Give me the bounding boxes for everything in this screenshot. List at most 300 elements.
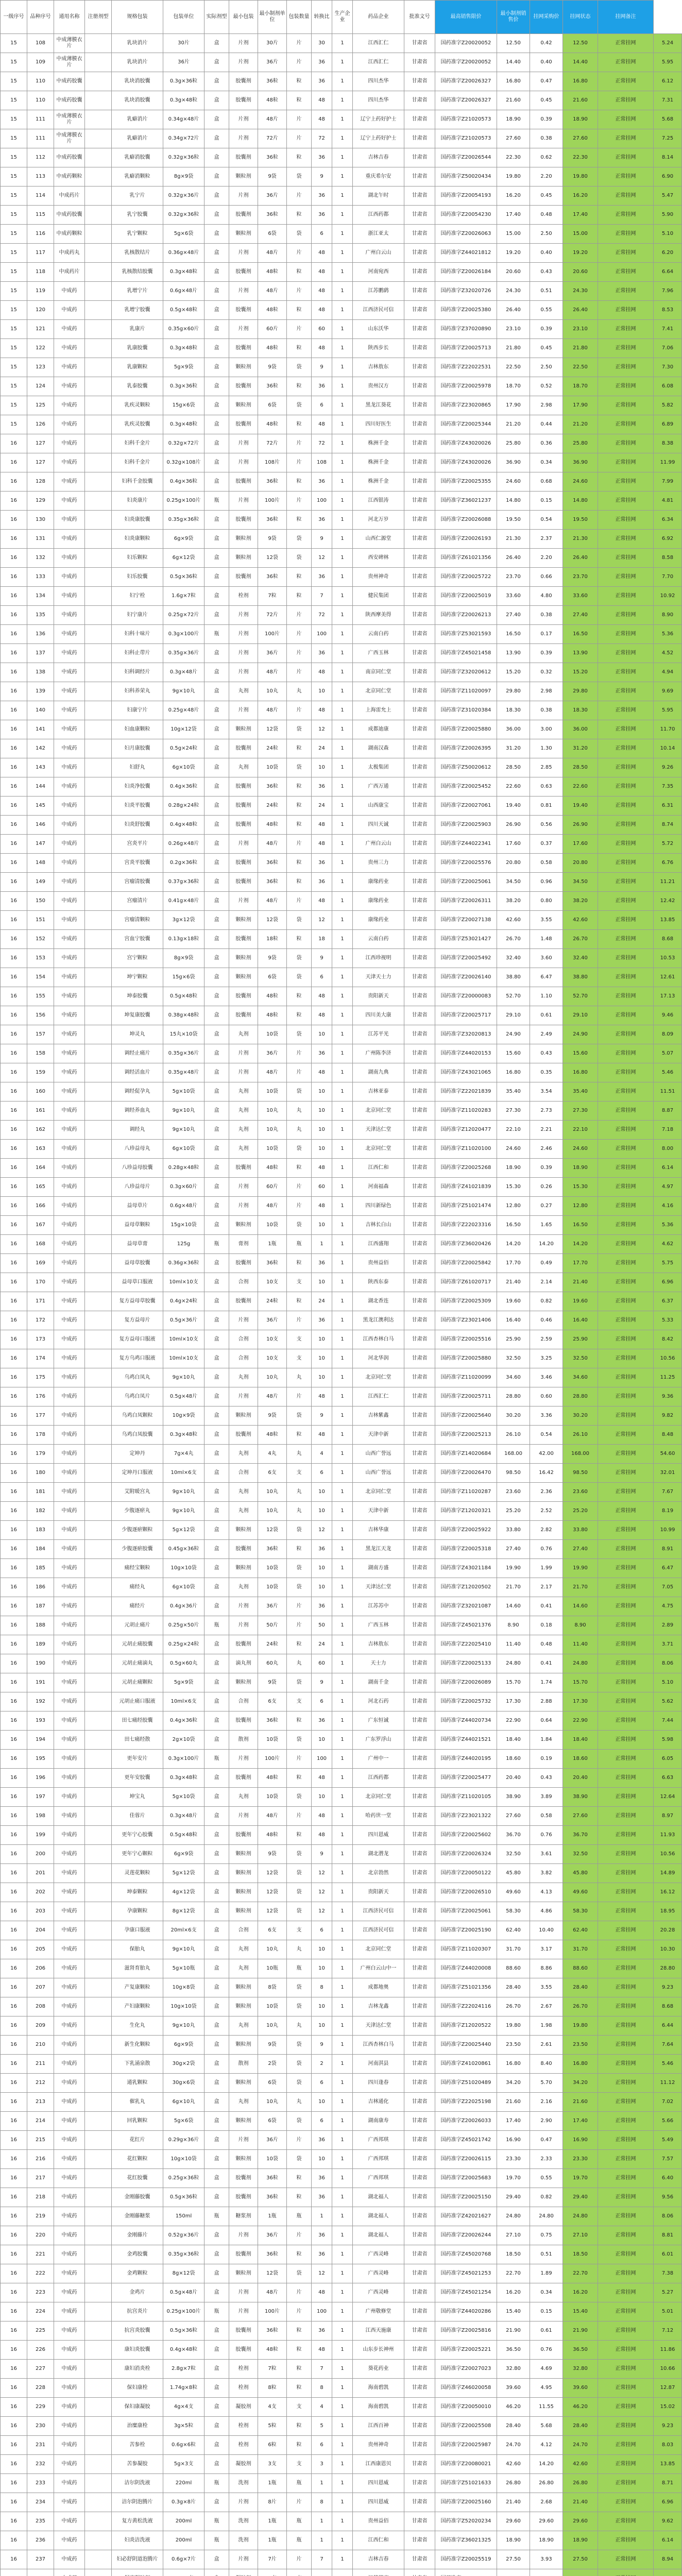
- table-cell: 丸: [287, 1121, 312, 1140]
- table-cell: 180: [27, 1464, 54, 1483]
- table-row[interactable]: [1, 2379, 682, 2398]
- table-row[interactable]: [1, 1464, 682, 1483]
- table-cell: 妇科千金片: [112, 434, 163, 453]
- table-row[interactable]: [1, 2150, 682, 2169]
- table-cell: 6袋: [258, 2074, 287, 2093]
- table-cell: 8: [312, 2493, 332, 2512]
- table-cell: 中成药: [54, 796, 85, 816]
- table-cell: 丸剂: [229, 758, 258, 777]
- table-cell: 1: [332, 2341, 353, 2360]
- table-row[interactable]: [1, 1044, 682, 1063]
- column-header[interactable]: 转换比: [312, 1, 332, 34]
- table-row[interactable]: [1, 682, 682, 701]
- table-row[interactable]: [1, 377, 682, 396]
- table-row[interactable]: [1, 1769, 682, 1788]
- table-row[interactable]: [1, 1845, 682, 1864]
- table-row[interactable]: [1, 1159, 682, 1178]
- table-row[interactable]: [1, 644, 682, 663]
- table-cell: 231: [27, 2436, 54, 2455]
- table-cell: [85, 1025, 112, 1044]
- table-row[interactable]: [1, 625, 682, 644]
- table-row[interactable]: [1, 816, 682, 835]
- table-cell: 甘肃省: [404, 2455, 435, 2474]
- table-cell: 20.40: [563, 1769, 598, 1788]
- table-cell: 36粒: [258, 2188, 287, 2207]
- column-header[interactable]: 挂网采购价: [530, 1, 563, 34]
- table-cell: [85, 2264, 112, 2283]
- table-cell: 25.20: [497, 1502, 530, 1521]
- table-cell: 0.4g×36片: [163, 1597, 204, 1616]
- table-row[interactable]: [1, 2016, 682, 2036]
- table-cell: 23.50: [497, 2036, 530, 2055]
- table-row[interactable]: [1, 206, 682, 225]
- table-cell: 1: [332, 1521, 353, 1540]
- table-cell: 天津中新: [353, 1502, 404, 1521]
- table-cell: 正常挂网: [598, 1616, 654, 1635]
- table-row[interactable]: [1, 2264, 682, 2283]
- table-cell: 6g×10袋: [163, 1578, 204, 1597]
- table-row[interactable]: [1, 358, 682, 377]
- table-row[interactable]: [1, 854, 682, 873]
- table-row[interactable]: [1, 1711, 682, 1731]
- table-row[interactable]: [1, 720, 682, 739]
- table-cell: 1: [332, 72, 353, 91]
- table-row[interactable]: [1, 2531, 682, 2550]
- table-cell: 盒: [204, 1940, 229, 1959]
- table-cell: 36: [312, 873, 332, 892]
- table-row[interactable]: [1, 1673, 682, 1692]
- table-cell: 15g×6袋: [163, 396, 204, 415]
- table-row[interactable]: [1, 263, 682, 282]
- table-cell: 中成药: [54, 1559, 85, 1578]
- table-row[interactable]: [1, 1235, 682, 1254]
- table-cell: 16: [1, 1750, 27, 1769]
- table-row[interactable]: [1, 2512, 682, 2531]
- table-row[interactable]: [1, 1807, 682, 1826]
- table-row[interactable]: [1, 835, 682, 854]
- table-cell: 16: [1, 1406, 27, 1426]
- column-header[interactable]: 包装数量: [287, 1, 312, 34]
- table-cell: 16: [1, 1731, 27, 1750]
- table-cell: [497, 2569, 530, 2576]
- table-row[interactable]: [1, 1635, 682, 1654]
- table-cell: 158: [27, 1044, 54, 1063]
- table-cell: 痛经宝颗粒: [112, 1559, 163, 1578]
- table-row[interactable]: [1, 492, 682, 511]
- column-header[interactable]: 包装单位: [163, 1, 204, 34]
- table-row[interactable]: [1, 739, 682, 758]
- table-cell: 国药准字Z22022531: [435, 358, 497, 377]
- table-cell: 妇科调经片: [112, 663, 163, 682]
- table-row[interactable]: [1, 225, 682, 244]
- table-row[interactable]: [1, 1559, 682, 1578]
- table-cell: 丸: [287, 1445, 312, 1464]
- table-cell: 1: [332, 206, 353, 225]
- table-row[interactable]: [1, 2360, 682, 2379]
- table-cell: [404, 2569, 435, 2576]
- table-cell: 甘肃省: [404, 1502, 435, 1521]
- table-cell: 125g: [163, 1235, 204, 1254]
- table-cell: 盒: [204, 2417, 229, 2436]
- table-cell: 24.80: [563, 2207, 598, 2226]
- table-row[interactable]: [1, 2569, 682, 2576]
- table-row[interactable]: [1, 987, 682, 1006]
- table-cell: 胶囊剂: [229, 1711, 258, 1731]
- table-cell: 16: [1, 1063, 27, 1082]
- table-row[interactable]: [1, 1216, 682, 1235]
- column-header[interactable]: 品种序号: [27, 1, 54, 34]
- table-row[interactable]: [1, 1597, 682, 1616]
- table-cell: 1: [332, 1883, 353, 1902]
- table-cell: [85, 282, 112, 301]
- table-row[interactable]: [1, 1826, 682, 1845]
- table-cell: [85, 2455, 112, 2474]
- table-cell: 14.60: [497, 1597, 530, 1616]
- table-cell: 片剂: [229, 129, 258, 148]
- table-row[interactable]: [1, 53, 682, 72]
- table-row[interactable]: [1, 282, 682, 301]
- table-row[interactable]: [1, 1025, 682, 1044]
- table-cell: 6.40: [654, 2169, 682, 2188]
- table-cell: [85, 1731, 112, 1750]
- table-row[interactable]: [1, 129, 682, 148]
- table-row[interactable]: [1, 1997, 682, 2016]
- table-cell: 甘肃省: [404, 644, 435, 663]
- table-row[interactable]: [1, 1254, 682, 1273]
- column-header[interactable]: 生产企业: [332, 1, 353, 34]
- table-cell: 12: [312, 1902, 332, 1921]
- table-cell: 康妇消炎栓: [112, 2360, 163, 2379]
- table-cell: 保妇康凝胶: [112, 2398, 163, 2417]
- table-cell: 盒: [204, 434, 229, 453]
- table-cell: 16: [1, 1082, 27, 1101]
- table-row[interactable]: [1, 91, 682, 110]
- table-cell: 中成药: [54, 1159, 85, 1178]
- table-row[interactable]: [1, 1349, 682, 1368]
- table-cell: [85, 148, 112, 167]
- table-cell: 甘肃省: [404, 2112, 435, 2131]
- table-cell: 18.60: [563, 1750, 598, 1769]
- table-cell: 14.20: [530, 1235, 563, 1254]
- table-row[interactable]: [1, 453, 682, 472]
- table-row[interactable]: [1, 701, 682, 720]
- table-cell: [85, 1445, 112, 1464]
- table-cell: 0.35g×36片: [163, 1044, 204, 1063]
- column-header[interactable]: 挂网备注: [598, 1, 654, 34]
- table-row[interactable]: [1, 301, 682, 320]
- table-row[interactable]: [1, 167, 682, 187]
- table-cell: 8.87: [654, 1101, 682, 1121]
- table-row[interactable]: [1, 1273, 682, 1292]
- table-cell: 胶囊剂: [229, 472, 258, 492]
- table-row[interactable]: [1, 2417, 682, 2436]
- table-row[interactable]: [1, 2341, 682, 2360]
- table-row[interactable]: [1, 148, 682, 167]
- table-row[interactable]: [1, 1330, 682, 1349]
- table-cell: 盒: [204, 263, 229, 282]
- table-row[interactable]: [1, 434, 682, 453]
- table-row[interactable]: [1, 568, 682, 587]
- table-row[interactable]: [1, 1940, 682, 1959]
- table-row[interactable]: [1, 911, 682, 930]
- table-row[interactable]: [1, 1731, 682, 1750]
- table-cell: 妇舒丸: [112, 758, 163, 777]
- table-row[interactable]: [1, 244, 682, 263]
- table-cell: 中成药: [54, 1654, 85, 1673]
- table-cell: 50片: [258, 1616, 287, 1635]
- table-row[interactable]: [1, 1311, 682, 1330]
- table-cell: 48粒: [258, 2341, 287, 2360]
- table-cell: [85, 225, 112, 244]
- table-row[interactable]: [1, 2321, 682, 2341]
- table-row[interactable]: [1, 511, 682, 530]
- table-row[interactable]: [1, 187, 682, 206]
- table-row[interactable]: [1, 1654, 682, 1673]
- table-cell: 正常挂网: [598, 1845, 654, 1864]
- table-cell: 袋: [287, 1559, 312, 1578]
- table-cell: 48: [312, 663, 332, 682]
- table-cell: 228: [27, 2379, 54, 2398]
- table-row[interactable]: [1, 415, 682, 434]
- table-row[interactable]: [1, 2398, 682, 2417]
- table-cell: 24.80: [497, 2207, 530, 2226]
- table-row[interactable]: [1, 1082, 682, 1101]
- table-cell: 国药准字Z20025713: [435, 339, 497, 358]
- table-row[interactable]: [1, 2302, 682, 2321]
- table-cell: 15.20: [563, 663, 598, 682]
- table-cell: [85, 1159, 112, 1178]
- table-row[interactable]: [1, 796, 682, 816]
- table-row[interactable]: [1, 758, 682, 777]
- table-cell: 盒: [204, 34, 229, 53]
- table-row[interactable]: [1, 606, 682, 625]
- table-cell: 颗粒剂: [229, 2150, 258, 2169]
- table-row[interactable]: [1, 2131, 682, 2150]
- table-row[interactable]: [1, 1750, 682, 1769]
- table-row[interactable]: [1, 587, 682, 606]
- table-row[interactable]: [1, 1521, 682, 1540]
- table-cell: 28.80: [497, 1387, 530, 1406]
- table-cell: 15: [1, 396, 27, 415]
- table-cell: 颗粒剂: [229, 2074, 258, 2093]
- table-row[interactable]: [1, 2550, 682, 2569]
- table-row[interactable]: [1, 396, 682, 415]
- table-cell: 8.40: [530, 2055, 563, 2074]
- table-cell: 1: [332, 2417, 353, 2436]
- table-row[interactable]: [1, 1883, 682, 1902]
- table-cell: 36.50: [497, 2341, 530, 2360]
- table-cell: 16.80: [563, 72, 598, 91]
- table-row[interactable]: [1, 1063, 682, 1082]
- table-cell: 瓶: [204, 2531, 229, 2550]
- table-row[interactable]: [1, 472, 682, 492]
- table-cell: 四川恩威: [353, 1826, 404, 1845]
- table-row[interactable]: [1, 2436, 682, 2455]
- table-row[interactable]: [1, 2036, 682, 2055]
- table-row[interactable]: [1, 1140, 682, 1159]
- table-cell: 北京同仁堂: [353, 1788, 404, 1807]
- table-cell: 颗粒剂: [229, 2112, 258, 2131]
- table-cell: 中成药: [54, 2131, 85, 2150]
- table-cell: 盒: [204, 720, 229, 739]
- table-row[interactable]: [1, 2093, 682, 2112]
- table-cell: 26.10: [563, 1426, 598, 1445]
- table-cell: 胶囊剂: [229, 873, 258, 892]
- table-row[interactable]: [1, 72, 682, 91]
- table-row[interactable]: [1, 663, 682, 682]
- table-cell: 袋: [287, 1883, 312, 1902]
- table-cell: 盒: [204, 339, 229, 358]
- table-cell: 16: [1, 1597, 27, 1616]
- table-cell: 甘肃省: [404, 1063, 435, 1082]
- column-header[interactable]: 规格包装: [112, 1, 163, 34]
- table-cell: 0.39: [530, 1159, 563, 1178]
- table-cell: 5.70: [530, 2074, 563, 2093]
- table-row[interactable]: [1, 2055, 682, 2074]
- table-cell: 河北石药: [353, 1692, 404, 1711]
- column-header[interactable]: 批准文号: [404, 1, 435, 34]
- table-row[interactable]: [1, 2188, 682, 2207]
- table-row[interactable]: [1, 1368, 682, 1387]
- table-cell: 0.35g×36粒: [163, 2245, 204, 2264]
- table-row[interactable]: [1, 1197, 682, 1216]
- table-cell: 妇月康胶囊: [112, 739, 163, 758]
- table-row[interactable]: [1, 1540, 682, 1559]
- table-cell: 177: [27, 1406, 54, 1426]
- table-cell: 1: [332, 911, 353, 930]
- table-row[interactable]: [1, 1864, 682, 1883]
- table-row[interactable]: [1, 1921, 682, 1940]
- table-row[interactable]: [1, 2283, 682, 2302]
- table-row[interactable]: [1, 1406, 682, 1426]
- column-header[interactable]: 通用名称: [54, 1, 85, 34]
- table-cell: 正常挂网: [598, 816, 654, 835]
- table-row[interactable]: [1, 1006, 682, 1025]
- table-row[interactable]: [1, 2074, 682, 2093]
- table-cell: 30片: [258, 34, 287, 53]
- table-row[interactable]: [1, 2245, 682, 2264]
- table-row[interactable]: [1, 110, 682, 129]
- column-header[interactable]: 最小包装: [229, 1, 258, 34]
- table-cell: 河北万岁: [353, 511, 404, 530]
- table-cell: 17.30: [497, 1692, 530, 1711]
- table-row[interactable]: [1, 34, 682, 53]
- table-cell: 24.90: [497, 1025, 530, 1044]
- table-cell: 16: [1, 892, 27, 911]
- table-cell: [85, 129, 112, 148]
- table-row[interactable]: [1, 2207, 682, 2226]
- table-row[interactable]: [1, 1178, 682, 1197]
- table-cell: 膏剂: [229, 1235, 258, 1254]
- table-cell: 甘肃省: [404, 2188, 435, 2207]
- table-cell: 28.50: [563, 758, 598, 777]
- table-cell: 5.49: [654, 2131, 682, 2150]
- table-cell: 1: [332, 1940, 353, 1959]
- table-row[interactable]: [1, 1692, 682, 1711]
- table-row[interactable]: [1, 949, 682, 968]
- table-row[interactable]: [1, 2474, 682, 2493]
- table-row[interactable]: [1, 1578, 682, 1597]
- table-cell: 丸剂: [229, 1578, 258, 1597]
- column-header[interactable]: 最小制剂销售价: [497, 1, 530, 34]
- table-row[interactable]: [1, 1483, 682, 1502]
- table-cell: 7.41: [654, 320, 682, 339]
- table-row[interactable]: [1, 339, 682, 358]
- table-row[interactable]: [1, 2493, 682, 2512]
- table-cell: 5.66: [654, 2112, 682, 2131]
- table-cell: 1: [332, 1559, 353, 1578]
- table-cell: 甘肃省: [404, 1959, 435, 1978]
- table-row[interactable]: [1, 1902, 682, 1921]
- table-row[interactable]: [1, 2169, 682, 2188]
- table-row[interactable]: [1, 2112, 682, 2131]
- table-row[interactable]: [1, 1292, 682, 1311]
- column-header[interactable]: 药品企业: [353, 1, 404, 34]
- table-cell: 1: [332, 1845, 353, 1864]
- table-cell: 1: [332, 2264, 353, 2283]
- table-row[interactable]: [1, 1101, 682, 1121]
- table-cell: 16: [1, 911, 27, 930]
- table-row[interactable]: [1, 530, 682, 549]
- table-row[interactable]: [1, 1502, 682, 1521]
- table-cell: 22.60: [497, 777, 530, 796]
- table-row[interactable]: [1, 1788, 682, 1807]
- table-row[interactable]: [1, 549, 682, 568]
- table-row[interactable]: [1, 873, 682, 892]
- table-row[interactable]: [1, 320, 682, 339]
- table-row[interactable]: [1, 1616, 682, 1635]
- table-cell: 广州白云山中一: [353, 1959, 404, 1978]
- table-cell: 215: [27, 2131, 54, 2150]
- table-row[interactable]: [1, 1978, 682, 1997]
- column-header[interactable]: 最小制剂单位: [258, 1, 287, 34]
- table-cell: 9袋: [258, 2036, 287, 2055]
- column-header[interactable]: 实际剂型: [204, 1, 229, 34]
- table-cell: 正常挂网: [598, 1101, 654, 1121]
- table-row[interactable]: [1, 2455, 682, 2474]
- table-row[interactable]: [1, 1121, 682, 1140]
- table-cell: 0.40: [530, 244, 563, 263]
- table-cell: 片: [287, 1044, 312, 1063]
- table-row[interactable]: [1, 1959, 682, 1978]
- column-header[interactable]: 挂网状态: [563, 1, 598, 34]
- table-cell: 4.69: [530, 2360, 563, 2379]
- table-row[interactable]: [1, 892, 682, 911]
- table-row[interactable]: [1, 930, 682, 949]
- table-row[interactable]: [1, 968, 682, 987]
- table-row[interactable]: [1, 2226, 682, 2245]
- table-cell: 169: [27, 1254, 54, 1273]
- column-header[interactable]: 注册剂型: [85, 1, 112, 34]
- table-cell: 48片: [258, 835, 287, 854]
- column-header[interactable]: 一级序号: [1, 1, 27, 34]
- table-cell: 175: [27, 1368, 54, 1387]
- table-row[interactable]: [1, 1426, 682, 1445]
- table-cell: 金刚藤片: [112, 2226, 163, 2245]
- table-cell: 9.23: [654, 2417, 682, 2436]
- table-cell: 1: [332, 2169, 353, 2188]
- table-cell: 98.50: [563, 1464, 598, 1483]
- table-row[interactable]: [1, 1387, 682, 1406]
- table-cell: 瓶: [204, 625, 229, 644]
- table-row[interactable]: [1, 1445, 682, 1464]
- column-header[interactable]: 最高销售限价: [435, 1, 497, 34]
- table-cell: 208: [27, 1997, 54, 2016]
- table-cell: 国药准字Z20025133: [435, 1654, 497, 1673]
- table-cell: 正常挂网: [598, 549, 654, 568]
- table-cell: 2.20: [530, 549, 563, 568]
- table-row[interactable]: [1, 777, 682, 796]
